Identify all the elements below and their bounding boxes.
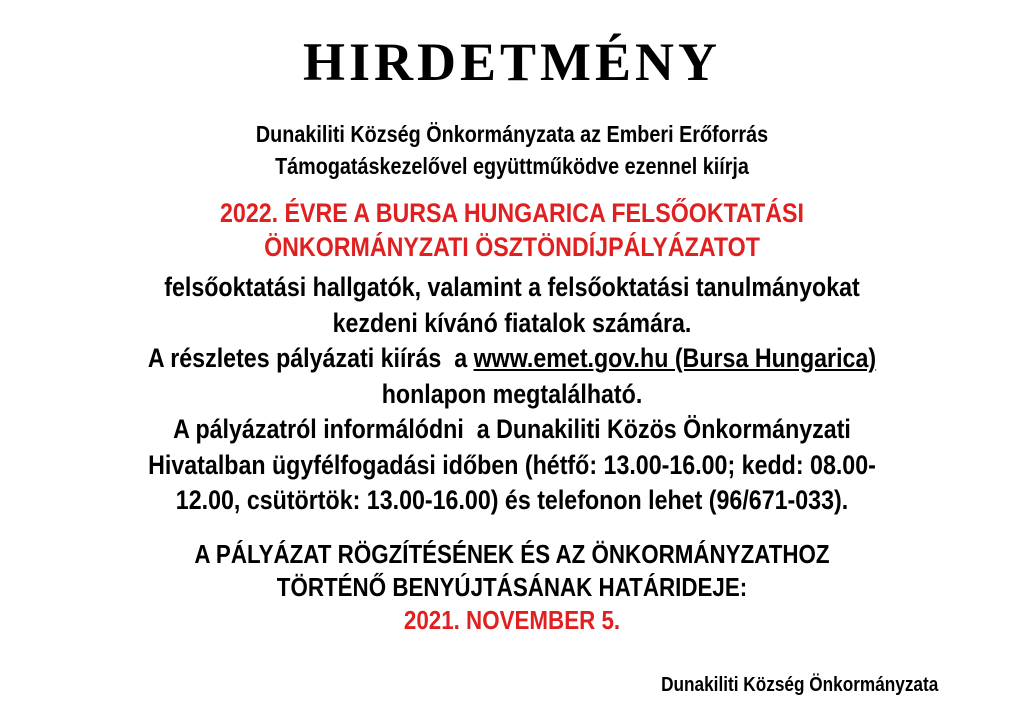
intro-line-2: Támogatáskezelővel együttműködve ezennel kiírja [275,153,749,179]
emet-website-link[interactable]: www.emet.gov.hu (Bursa Hungarica) [473,343,877,373]
body-line-4: honlapon megtalálható. [381,378,643,409]
body-line-6: Hivatalban ügyfélfogadási időben (hétfő: 13.00-16.00; kedd: 08.00- [148,449,876,480]
intro-text [123,118,900,182]
body-line-7: 12.00, csütörtök: 13.00-16.00) és telefonon lehet (96/671-033). [175,485,849,515]
announcement-body [123,270,900,519]
headline-line-1: 2022. ÉVRE A BURSA HUNGARICA FELSŐOKTATÁSI [219,198,804,228]
intro-line-1: Dunakiliti Község Önkormányzata az Emberi Erőforrás [255,121,769,147]
deadline-line-2: TÖRTÉNŐ BENYÚJTÁSÁNAK HATÁRIDEJE: [276,572,748,602]
issuer-signature: Dunakiliti Község Önkormányzata [660,674,938,696]
body-line-3-prefix: A részletes pályázati kiírás a [147,343,474,373]
page-title: HIRDETMÉNY [302,32,722,92]
body-line-3 [123,341,900,377]
deadline-section [123,538,900,637]
body-line-1: felsőoktatási hallgatók, valamint a felsőoktatási tanulmányokat [164,272,860,302]
scholarship-headline [123,196,900,264]
deadline-date: 2021. NOVEMBER 5. [403,605,621,635]
deadline-line-1: A PÁLYÁZAT RÖGZÍTÉSÉNEK ÉS AZ ÖNKORMÁNYZATHOZ [194,539,830,569]
body-line-2: kezdeni kívánó fiatalok számára. [332,307,692,338]
headline-line-2: ÖNKORMÁNYZATI ÖSZTÖNDÍJPÁLYÁZATOT [264,232,760,262]
body-line-5: A pályázatról informálódni a Dunakiliti Közös Önkormányzati [173,414,851,444]
